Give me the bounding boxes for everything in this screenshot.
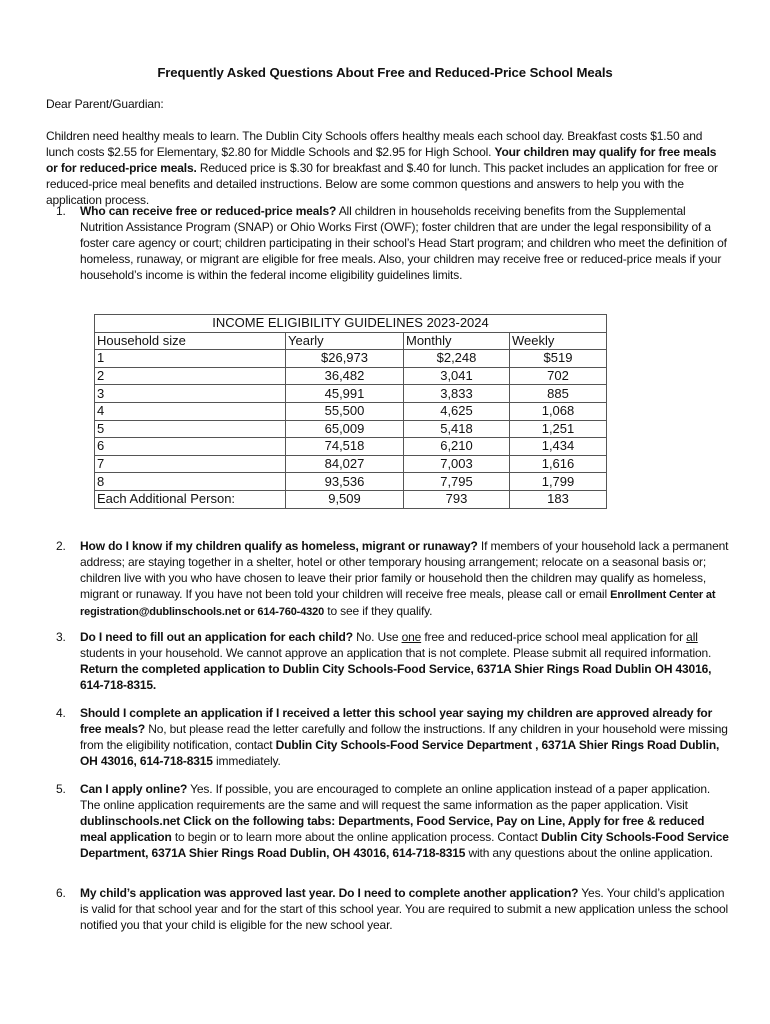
table-row bbox=[95, 367, 607, 385]
header-weekly: Weekly bbox=[510, 332, 607, 350]
yearly-cell: 65,009 bbox=[286, 420, 404, 438]
monthly-cell: 6,210 bbox=[404, 438, 510, 456]
weekly-cell: 885 bbox=[510, 385, 607, 403]
bold-text: Who can receive free or reduced-price meals? bbox=[80, 204, 337, 218]
weekly-cell: 1,799 bbox=[510, 473, 607, 491]
text: No, but please read the letter carefully and follow the instructions. If any children in your household were missing from the eligibility notification, contact bbox=[80, 722, 728, 752]
text: to see if they qualify. bbox=[324, 604, 433, 618]
item-number: 5. bbox=[56, 782, 66, 796]
bold-text: dublinschools.net Click on the following tabs: Departments, Food Service, Pay on Line, Apply for free & reduced meal application bbox=[80, 814, 705, 844]
text: to begin or to learn more about the online application process. Contact bbox=[171, 830, 541, 844]
weekly-cell: 702 bbox=[510, 367, 607, 385]
weekly-cell: 1,616 bbox=[510, 455, 607, 473]
monthly-cell: $2,248 bbox=[404, 350, 510, 368]
underlined-text: one bbox=[401, 630, 422, 644]
text: Children need healthy meals to learn. The Dublin City Schools offers healthy meals each school day. Breakfast costs $1.50 and lunch costs $2.55 for Elementary, $2.80 for Middle Schools and $2.95 for High School. bbox=[46, 129, 703, 159]
text: All children in households receiving benefits from the Supplemental Nutrition Assistance Program (SNAP) or Ohio Works First (OWF); foster children that are under the legal responsibility of a foster care agency or court; children participating in their school’s Head Start program; and children who meet the definition of homeless, runaway, or migrant are eligible for free meals. Also, your children may receive free or reduced-price meals if your household’s income is within the federal income eligibility guidelines limits. bbox=[80, 204, 727, 282]
underlined-text: all bbox=[686, 630, 698, 644]
bold-text: Dublin City Schools-Food Service Department, 6371A Shier Rings Road Dublin, OH 43016, 614-718-8315 bbox=[80, 830, 729, 860]
household-size-cell: 1 bbox=[95, 350, 286, 368]
text: immediately. bbox=[212, 754, 281, 768]
intro-paragraph bbox=[46, 128, 728, 208]
household-size-cell: 5 bbox=[95, 420, 286, 438]
table-row bbox=[95, 385, 607, 403]
bold-text: Can I apply online? bbox=[80, 782, 188, 796]
greeting: Dear Parent/Guardian: bbox=[46, 97, 164, 111]
table-row bbox=[95, 438, 607, 456]
bold-text: Enrollment Center at registration@dublinschools.net or 614-760-4320 bbox=[80, 589, 716, 618]
faq-item-1 bbox=[56, 203, 730, 283]
yearly-cell: 55,500 bbox=[286, 402, 404, 420]
weekly-cell: $519 bbox=[510, 350, 607, 368]
household-size-cell: 2 bbox=[95, 367, 286, 385]
header-household-size: Household size bbox=[95, 332, 286, 350]
weekly-cell: 183 bbox=[510, 490, 607, 508]
monthly-cell: 7,003 bbox=[404, 455, 510, 473]
household-size-cell: 6 bbox=[95, 438, 286, 456]
faq-item-2 bbox=[56, 538, 730, 620]
monthly-cell: 7,795 bbox=[404, 473, 510, 491]
text: Reduced price is $.30 for breakfast and $.40 for lunch. This packet includes an application for free or reduced-price meal benefits and detailed instructions. Below are some common questions and answers to help you with the application process. bbox=[46, 161, 718, 207]
table-row bbox=[95, 490, 607, 508]
item-number: 6. bbox=[56, 886, 66, 900]
bold-text: Dublin City Schools-Food Service Department , 6371A Shier Rings Road Dublin, OH 43016, 614-718-8315 bbox=[80, 738, 720, 768]
household-size-cell: 3 bbox=[95, 385, 286, 403]
yearly-cell: 9,509 bbox=[286, 490, 404, 508]
table-title: INCOME ELIGIBILITY GUIDELINES 2023-2024 bbox=[95, 315, 607, 333]
household-size-cell: Each Additional Person: bbox=[95, 490, 286, 508]
household-size-cell: 7 bbox=[95, 455, 286, 473]
weekly-cell: 1,434 bbox=[510, 438, 607, 456]
bold-text: Should I complete an application if I received a letter this school year saying my children are approved already for free meals? bbox=[80, 706, 713, 736]
faq-item-5 bbox=[56, 781, 730, 861]
bold-text: Do I need to fill out an application for each child? bbox=[80, 630, 353, 644]
table-row bbox=[95, 420, 607, 438]
item-number: 3. bbox=[56, 630, 66, 644]
monthly-cell: 3,041 bbox=[404, 367, 510, 385]
yearly-cell: 84,027 bbox=[286, 455, 404, 473]
item-number: 2. bbox=[56, 539, 66, 553]
monthly-cell: 3,833 bbox=[404, 385, 510, 403]
table-row bbox=[95, 455, 607, 473]
text: Yes. If possible, you are encouraged to complete an online application instead of a paper application. The online application requirements are the same and will request the same information as the paper application. Visit bbox=[80, 782, 711, 812]
text: No. Use bbox=[352, 630, 402, 644]
page-title: Frequently Asked Questions About Free and Reduced-Price School Meals bbox=[157, 65, 613, 80]
monthly-cell: 5,418 bbox=[404, 420, 510, 438]
table-title-row bbox=[95, 315, 607, 333]
yearly-cell: $26,973 bbox=[286, 350, 404, 368]
table-header-row bbox=[95, 332, 607, 350]
weekly-cell: 1,251 bbox=[510, 420, 607, 438]
yearly-cell: 36,482 bbox=[286, 367, 404, 385]
text: If members of your household lack a permanent address; are staying together in a shelter, hotel or other temporary housing arrangement; relocate on a seasonal basis or; children live with you who have chosen to leave their prior family or household then the children may qualify as homeless, migrant or runaway. If you have not been told your children will receive free meals, please call or email bbox=[80, 539, 729, 601]
text: students in your household. We cannot approve an application that is not complete. Please submit all required information. bbox=[80, 646, 712, 660]
table-row bbox=[95, 350, 607, 368]
header-yearly: Yearly bbox=[286, 332, 404, 350]
yearly-cell: 93,536 bbox=[286, 473, 404, 491]
weekly-cell: 1,068 bbox=[510, 402, 607, 420]
income-eligibility-table bbox=[94, 314, 607, 509]
text: with any questions about the online application. bbox=[465, 846, 713, 860]
table-row bbox=[95, 473, 607, 491]
monthly-cell: 793 bbox=[404, 490, 510, 508]
bold-text: Return the completed application to Dublin City Schools-Food Service, 6371A Shier Rings Road Dublin OH 43016, 614-718-8315. bbox=[80, 662, 712, 692]
faq-item-4 bbox=[56, 705, 730, 769]
header-monthly: Monthly bbox=[404, 332, 510, 350]
text: Yes. Your child’s application is valid for that school year and for the start of this school year. You are required to submit a new application unless the school notified you that your child is eligible for the new school year. bbox=[80, 886, 729, 932]
bold-text: Your children may qualify for free meals or for reduced-price meals. bbox=[46, 145, 717, 175]
monthly-cell: 4,625 bbox=[404, 402, 510, 420]
item-number: 1. bbox=[56, 204, 66, 218]
household-size-cell: 8 bbox=[95, 473, 286, 491]
bold-text: My child’s application was approved last year. Do I need to complete another application? bbox=[80, 886, 579, 900]
item-number: 4. bbox=[56, 706, 66, 720]
text: free and reduced-price school meal application for bbox=[421, 630, 687, 644]
bold-text: How do I know if my children qualify as homeless, migrant or runaway? bbox=[80, 539, 478, 553]
yearly-cell: 45,991 bbox=[286, 385, 404, 403]
faq-item-3 bbox=[56, 629, 730, 693]
table-row bbox=[95, 402, 607, 420]
yearly-cell: 74,518 bbox=[286, 438, 404, 456]
household-size-cell: 4 bbox=[95, 402, 286, 420]
faq-item-6 bbox=[56, 885, 730, 933]
